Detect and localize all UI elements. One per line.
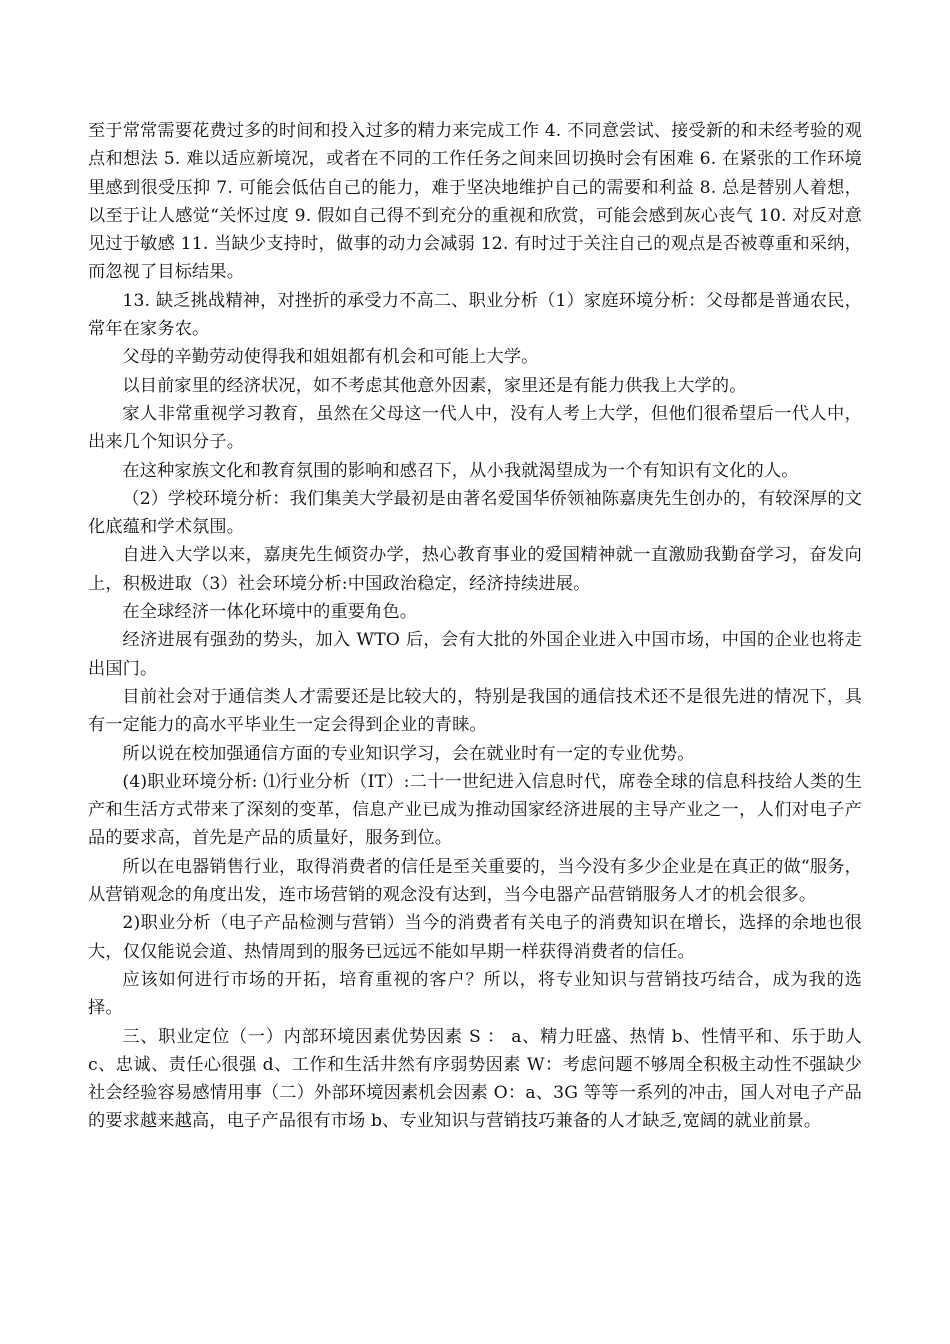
paragraph-7: （2）学校环境分析：我们集美大学最初是由著名爱国华侨领袖陈嘉庚先生创办的，有较深厚的文化底蕴和学术氛围。 xyxy=(88,488,862,538)
paragraph-12: 所以说在校加强通信方面的专业知识学习，会在就业时有一定的专业优势。 xyxy=(122,743,695,764)
paragraph-16: 应该如何进行市场的开拓，培育重视的客户？所以，将专业知识与营销技巧结合，成为我的选择。 xyxy=(88,969,862,1019)
paragraph-15: 2)职业分析（电子产品检测与营销）当今的消费者有关电子的消费知识在增长，选择的余地也很大，仅仅能说会道、热情周到的服务已远远不能如早期一样获得消费者的信任。 xyxy=(88,913,862,962)
paragraph-4: 以目前家里的经济状况，如不考虑其他意外因素，家里还是有能力供我上大学的。 xyxy=(122,375,747,396)
paragraph-3: 父母的辛勤劳动使得我和姐姐都有机会和可能上大学。 xyxy=(122,347,539,368)
paragraph-8: 自进入大学以来，嘉庚先生倾资办学，热心教育事业的爱国精神就一直激励我勤奋学习，奋发向上，积极进取（3）社会环境分析:中国政治稳定，经济持续进展。 xyxy=(88,545,862,594)
paragraph-13: (4)职业环境分析: ⑴行业分析（IT）:二十一世纪进入信息时代，席卷全球的信息科技给人类的生产和生活方式带来了深刻的变革，信息产业已成为推动国家经济进展的主导产业之一，人们对电子产品的要求高，首先是产品的质量好，服务到位。 xyxy=(88,771,862,849)
paragraph-1: 至于常常需要花费过多的时间和投入过多的精力来完成工作 4. 不同意尝试、接受新的和未经考验的观点和想法 5. 难以适应新境况，或者在不同的工作任务之间来回切换时会有困难 6. 在紧张的工作环境里感到很受压抑 7. 可能会低估自己的能力，难于坚决地维护自己的需要和利益 8. 总是替别人着想，以至于让人感觉“关怀过度 9. 假如自己得不到充分的重视和欣赏，可能会感到灰心丧气 10. 对反对意见过于敏感 11. 当缺少支持时，做事的动力会减弱 12. 有时过于关注自己的观点是否被尊重和采纳，而忽视了目标结果。 xyxy=(88,121,862,283)
paragraph-14: 所以在电器销售行业，取得消费者的信任是至关重要的，当今没有多少企业是在真正的做“服务，从营销观念的角度出发，连市场营销的观念没有达到，当今电器产品营销服务人才的机会很多。 xyxy=(88,856,862,906)
paragraph-11: 目前社会对于通信类人才需要还是比较大的，特别是我国的通信技术还不是很先进的情况下，具有一定能力的高水平毕业生一定会得到企业的青睐。 xyxy=(88,686,862,736)
paragraph-10: 经济进展有强劲的势头，加入 WTO 后，会有大批的外国企业进入中国市场，中国的企业也将走出国门。 xyxy=(88,630,862,679)
document-body xyxy=(88,117,862,1136)
paragraph-2: 13. 缺乏挑战精神，对挫折的承受力不高二、职业分析（1）家庭环境分析：父母都是普通农民，常年在家务农。 xyxy=(88,290,862,340)
paragraph-6: 在这种家族文化和教育氛围的影响和感召下，从小我就渴望成为一个有知识有文化的人。 xyxy=(122,460,799,481)
paragraph-5: 家人非常重视学习教育，虽然在父母这一代人中，没有人考上大学，但他们很希望后一代人中，出来几个知识分子。 xyxy=(88,403,862,453)
paragraph-17: 三、职业定位（一）内部环境因素优势因素 S ： a、精力旺盛、热情 b、性情平和、乐于助人 c、忠诚、责任心很强 d、工作和生活井然有序弱势因素 W：考虑问题不够周全积极主动性不强缺少社会经验容易感情用事（二）外部环境因素机会因素 O：a、3G 等等一系列的冲击，国人对电子产品的要求越来越高，电子产品很有市场 b、专业知识与营销技巧兼备的人才缺乏,宽阔的就业前景。 xyxy=(88,1026,862,1132)
paragraph-9: 在全球经济一体化环境中的重要角色。 xyxy=(122,602,418,623)
